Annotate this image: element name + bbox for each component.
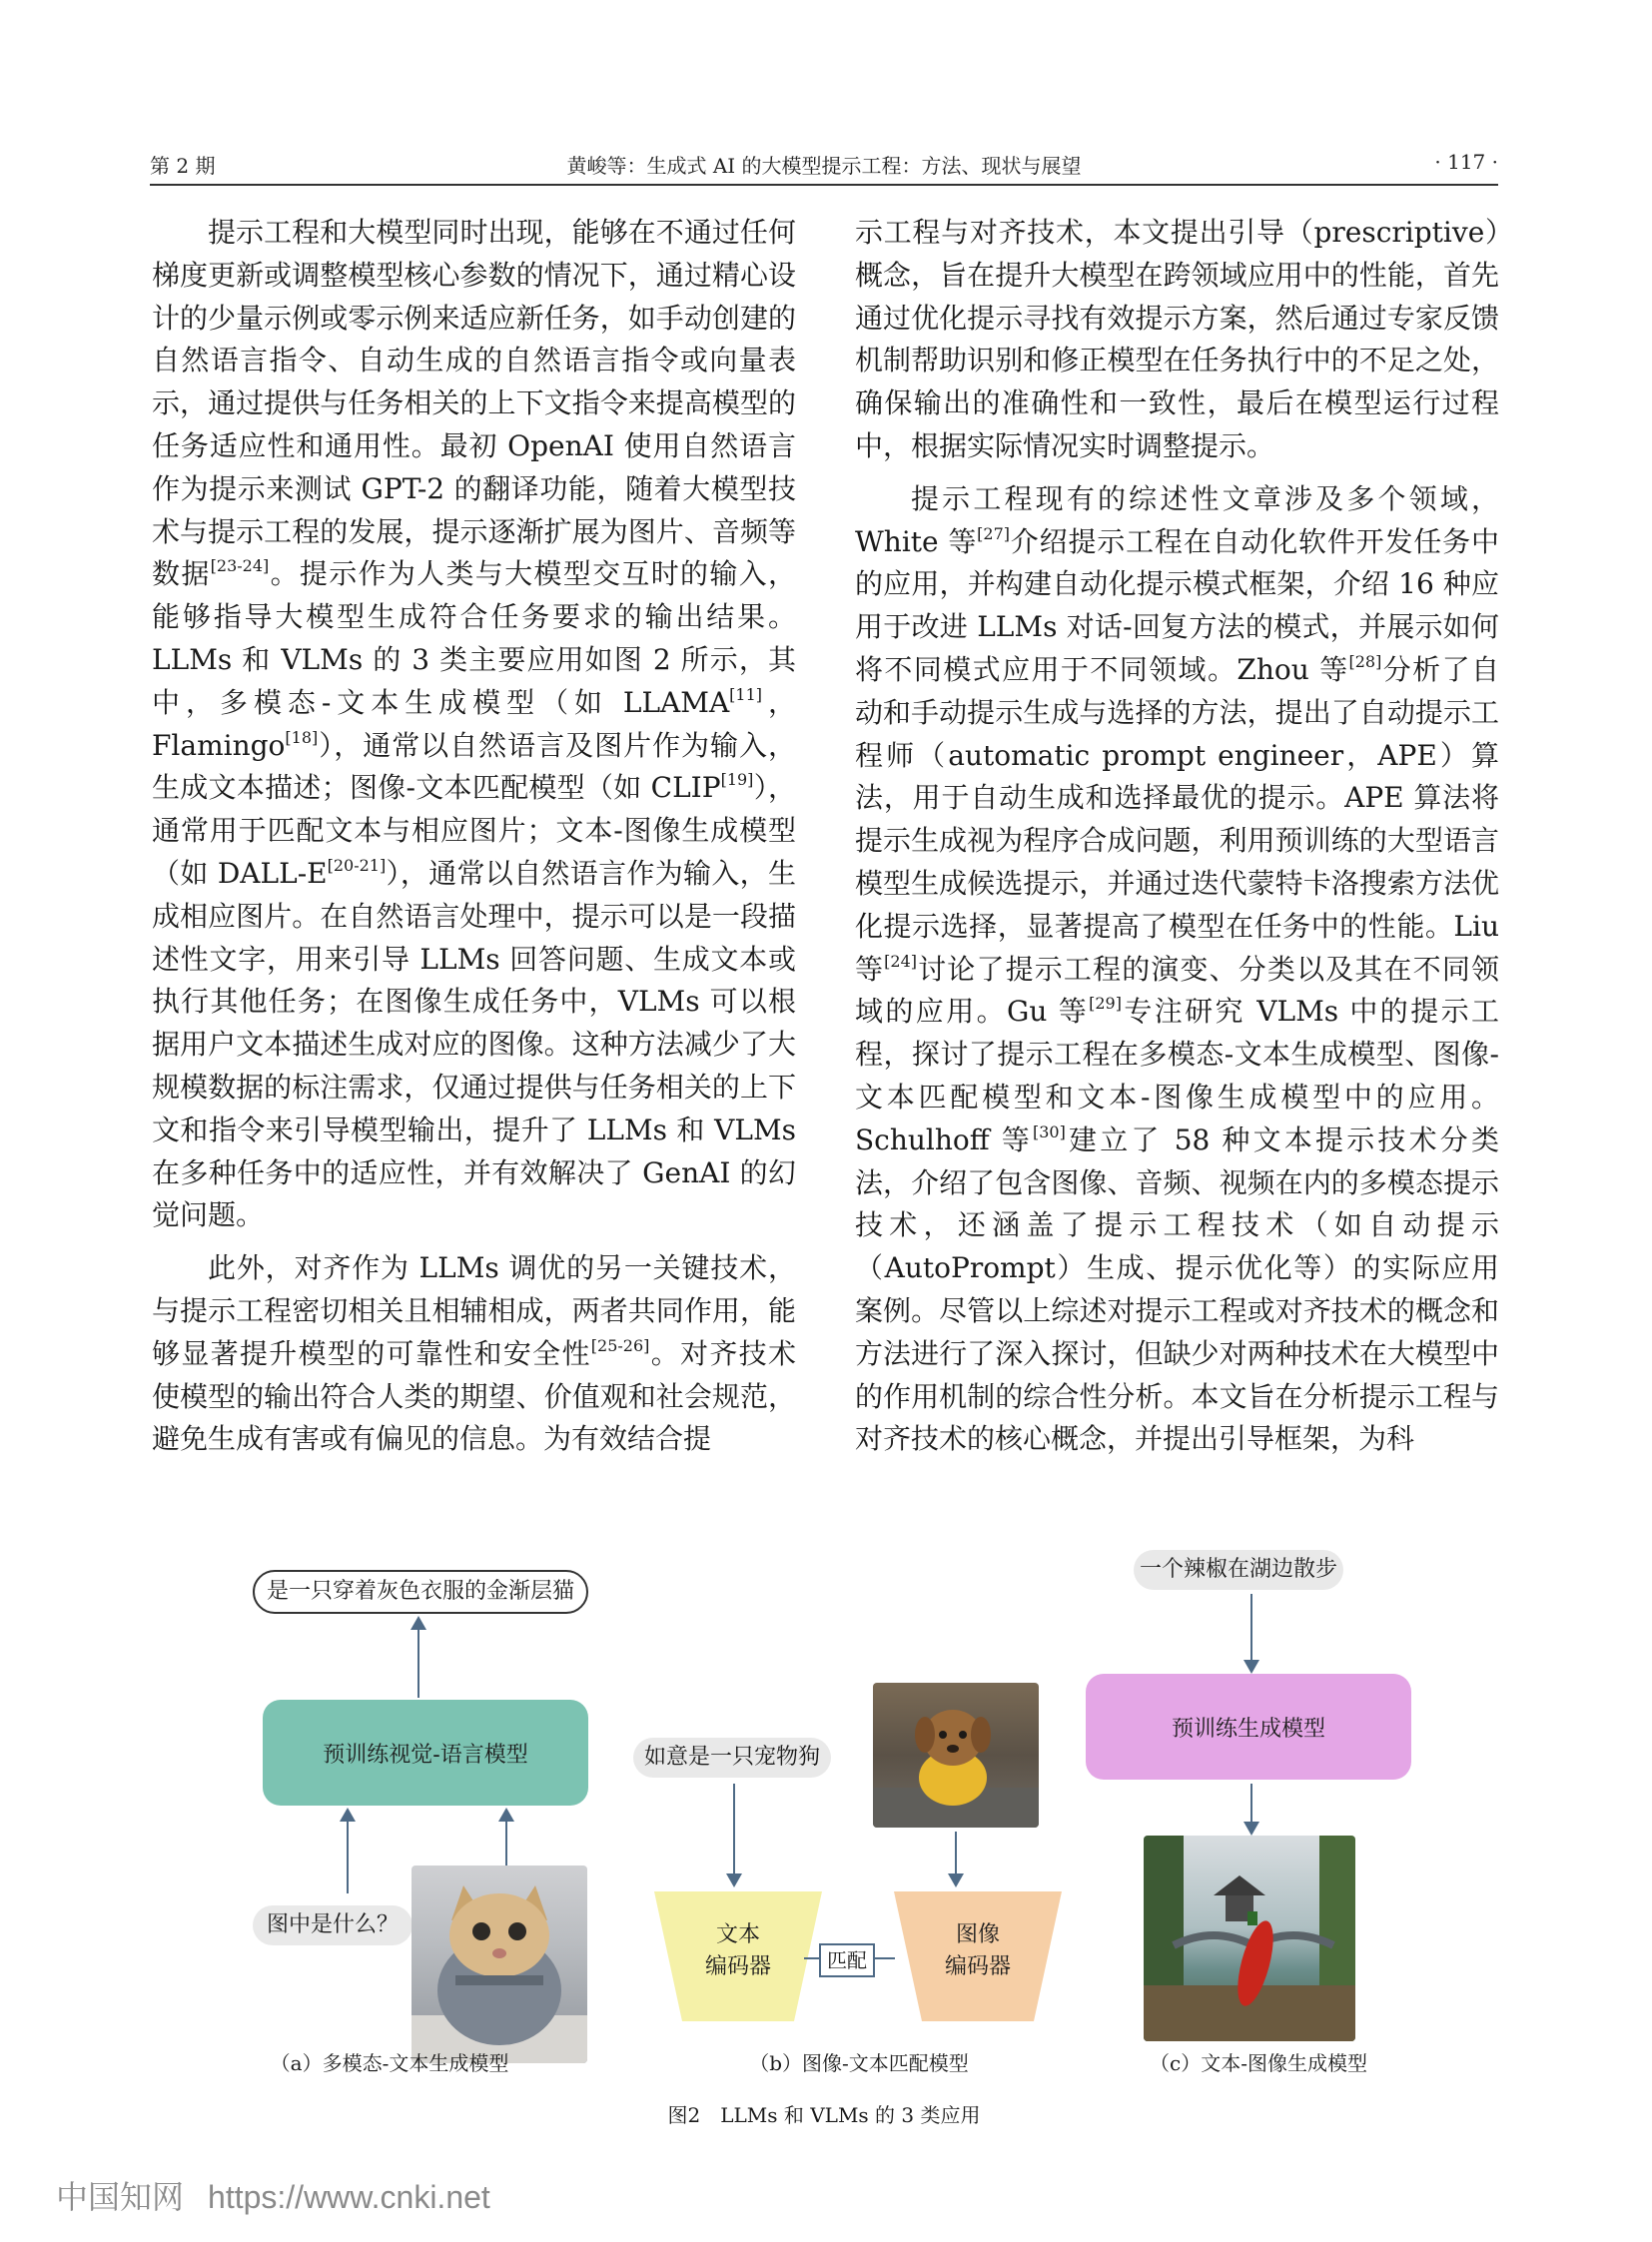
citation[interactable]: [28] xyxy=(1348,651,1382,671)
prompt-bubble: 一个辣椒在湖边散步 xyxy=(1134,1550,1343,1590)
citation[interactable]: [23-24] xyxy=(210,556,270,576)
cat-photo xyxy=(412,1866,587,2063)
dog-photo xyxy=(873,1683,1039,1828)
citation[interactable]: [29] xyxy=(1089,994,1122,1014)
running-title: 黄峻等：生成式 AI 的大模型提示工程：方法、现状与展望 xyxy=(566,154,1082,178)
pepper-lake-illustration xyxy=(1144,1836,1355,2041)
citation[interactable]: [11] xyxy=(729,684,763,704)
footer-watermark xyxy=(56,2172,490,2218)
subfigure-label-c: （c）文本-图像生成模型 xyxy=(1150,2051,1367,2075)
paragraph: 提示工程现有的综述性文章涉及多个领域，White 等[27]介绍提示工程在自动化软件开发任务中的应用，并构建自动化提示模式框架，介绍 16 种应用于改进 LLMs 对话-回复方法的模式，并展示如何将不同模式应用于不同领域。Zhou 等[28]分析了自动和手动提示生成与选择的方法，提出了自动提示工程师（automatic prompt engineer，APE）算法，用于自动生成和选择最优的提示。APE 算法将提示生成视为程序合成问题，利用预训练的大型语言模型生成候选提示，并通过迭代蒙特卡洛搜索方法优化提示选择，显著提高了模型在任务中的性能。Liu 等[24]讨论了提示工程的演变、分类以及其在不同领域的应用。Gu 等[29]专注研究 VLMs 中的提示工程，探讨了提示工程在多模态-文本生成模型、图像-文本匹配模型和文本-图像生成模型中的应用。Schulhoff 等[30]建立了 58 种文本提示技术分类法，介绍了包含图像、音频、视频在内的多模态提示技术，还涵盖了提示工程技术（如自动提示（AutoPrompt）生成、提示优化等）的实际应用案例。尽管以上综述对提示工程或对齐技术的概念和方法进行了深入探讨，但缺少对两种技术在大模型中的作用机制的综合性分析。本文旨在分析提示工程与对齐技术的核心概念，并提出引导框架，为科 xyxy=(855,481,1500,1456)
cat-illustration xyxy=(412,1866,587,2063)
match-arrow-right xyxy=(873,1957,895,1959)
right-column xyxy=(855,212,1499,1471)
header-rule xyxy=(150,184,1498,186)
page-number: · 117 · xyxy=(1434,150,1498,174)
text-encoder-label: 文本 编码器 xyxy=(704,1922,771,1979)
arrow-up xyxy=(417,1620,419,1698)
subfigure-label-a: （a）多模态-文本生成模型 xyxy=(270,2051,509,2075)
paragraph: 提示工程和大模型同时出现，能够在不通过任何梯度更新或调整模型核心参数的情况下，通过精心设计的少量示例或零示例来适应新任务，如手动创建的自然语言指令、自动生成的自然语言指令或向量表示，通过提供与任务相关的上下文指令来提高模型的任务适应性和通用性。最初 OpenAI 使用自然语言作为提示来测试 GPT-2 的翻译功能，随着大模型技术与提示工程的发展，提示逐渐扩展为图片、音频等数据[23-24]。提示作为人类与大模型交互时的输入，能够指导大模型生成符合任务要求的输出结果。LLMs 和 VLMs 的 3 类主要应用如图 2 所示，其中，多模态-文本生成模型（如 LLAMA[11]，Flamingo[18]），通常以自然语言及图片作为输入，生成文本描述；图像-文本匹配模型（如 CLIP[19]），通常用于匹配文本与相应图片；文本-图像生成模型（如 DALL-E[20-21]），通常以自然语言作为输入，生成相应图片。在自然语言处理中，提示可以是一段描述性文字，用来引导 LLMs 回答问题、生成文本或执行其他任务；在图像生成任务中，VLMs 可以根据用户文本描述生成对应的图像。这种方法减少了大规模数据的标注需求，仅通过提供与任务相关的上下文和指令来引导模型输出，提升了 LLMs 和 VLMs 在多种任务中的适应性，并有效解决了 GenAI 的幻觉问题。 xyxy=(152,216,796,1232)
vision-language-model-box: 预训练视觉-语言模型 xyxy=(263,1700,588,1806)
arrow-up xyxy=(347,1812,349,1893)
citation[interactable]: [24] xyxy=(884,951,917,971)
arrow-down xyxy=(1250,1784,1252,1832)
left-column xyxy=(152,212,796,1471)
output-text-bubble: 是一只穿着灰色衣服的金渐层猫 xyxy=(253,1570,588,1614)
image-encoder-label: 图像 编码器 xyxy=(944,1922,1011,1979)
citation[interactable]: [30] xyxy=(1032,1121,1066,1141)
arrow-down xyxy=(733,1784,735,1883)
dog-illustration xyxy=(873,1683,1039,1828)
text-input-bubble: 如意是一只宠物狗 xyxy=(633,1738,831,1778)
generated-image xyxy=(1144,1836,1355,2041)
figure-2 xyxy=(150,1528,1498,2127)
subfigure-label-b: （b）图像-文本匹配模型 xyxy=(749,2051,969,2075)
citation[interactable]: [27] xyxy=(977,523,1010,543)
arrow-down xyxy=(1250,1594,1252,1670)
generation-model-box: 预训练生成模型 xyxy=(1086,1674,1411,1780)
citation[interactable]: [18] xyxy=(285,727,319,747)
issue-number: 第 2 期 xyxy=(150,154,216,178)
citation[interactable]: [20-21] xyxy=(327,855,387,875)
figure-caption: 图2 LLMs 和 VLMs 的 3 类应用 xyxy=(667,2103,981,2127)
running-header xyxy=(150,150,1498,176)
site-name: 中国知网 xyxy=(56,2178,185,2216)
arrow-down xyxy=(955,1832,957,1883)
match-arrow-left xyxy=(804,1957,819,1959)
citation[interactable]: [19] xyxy=(720,770,754,790)
question-bubble: 图中是什么？ xyxy=(253,1905,413,1945)
citation[interactable]: [25-26] xyxy=(590,1335,650,1355)
paragraph: 示工程与对齐技术，本文提出引导（prescriptive）概念，旨在提升大模型在跨领域应用中的性能，首先通过优化提示寻找有效提示方案，然后通过专家反馈机制帮助识别和修正模型在任务执行中的不足之处，确保输出的准确性和一致性，最后在模型运行过程中，根据实际情况实时调整提示。 xyxy=(855,216,1499,462)
paragraph: 此外，对齐作为 LLMs 调优的另一关键技术，与提示工程密切相关且相辅相成，两者共同作用，能够显著提升模型的可靠性和安全性[25-26]。对齐技术使模型的输出符合人类的期望、价值观和社会规范，避免生成有害或有偏见的信息。为有效结合提 xyxy=(152,1251,796,1456)
site-url[interactable]: https://www.cnki.net xyxy=(208,2179,490,2215)
match-box: 匹配 xyxy=(819,1943,875,1977)
